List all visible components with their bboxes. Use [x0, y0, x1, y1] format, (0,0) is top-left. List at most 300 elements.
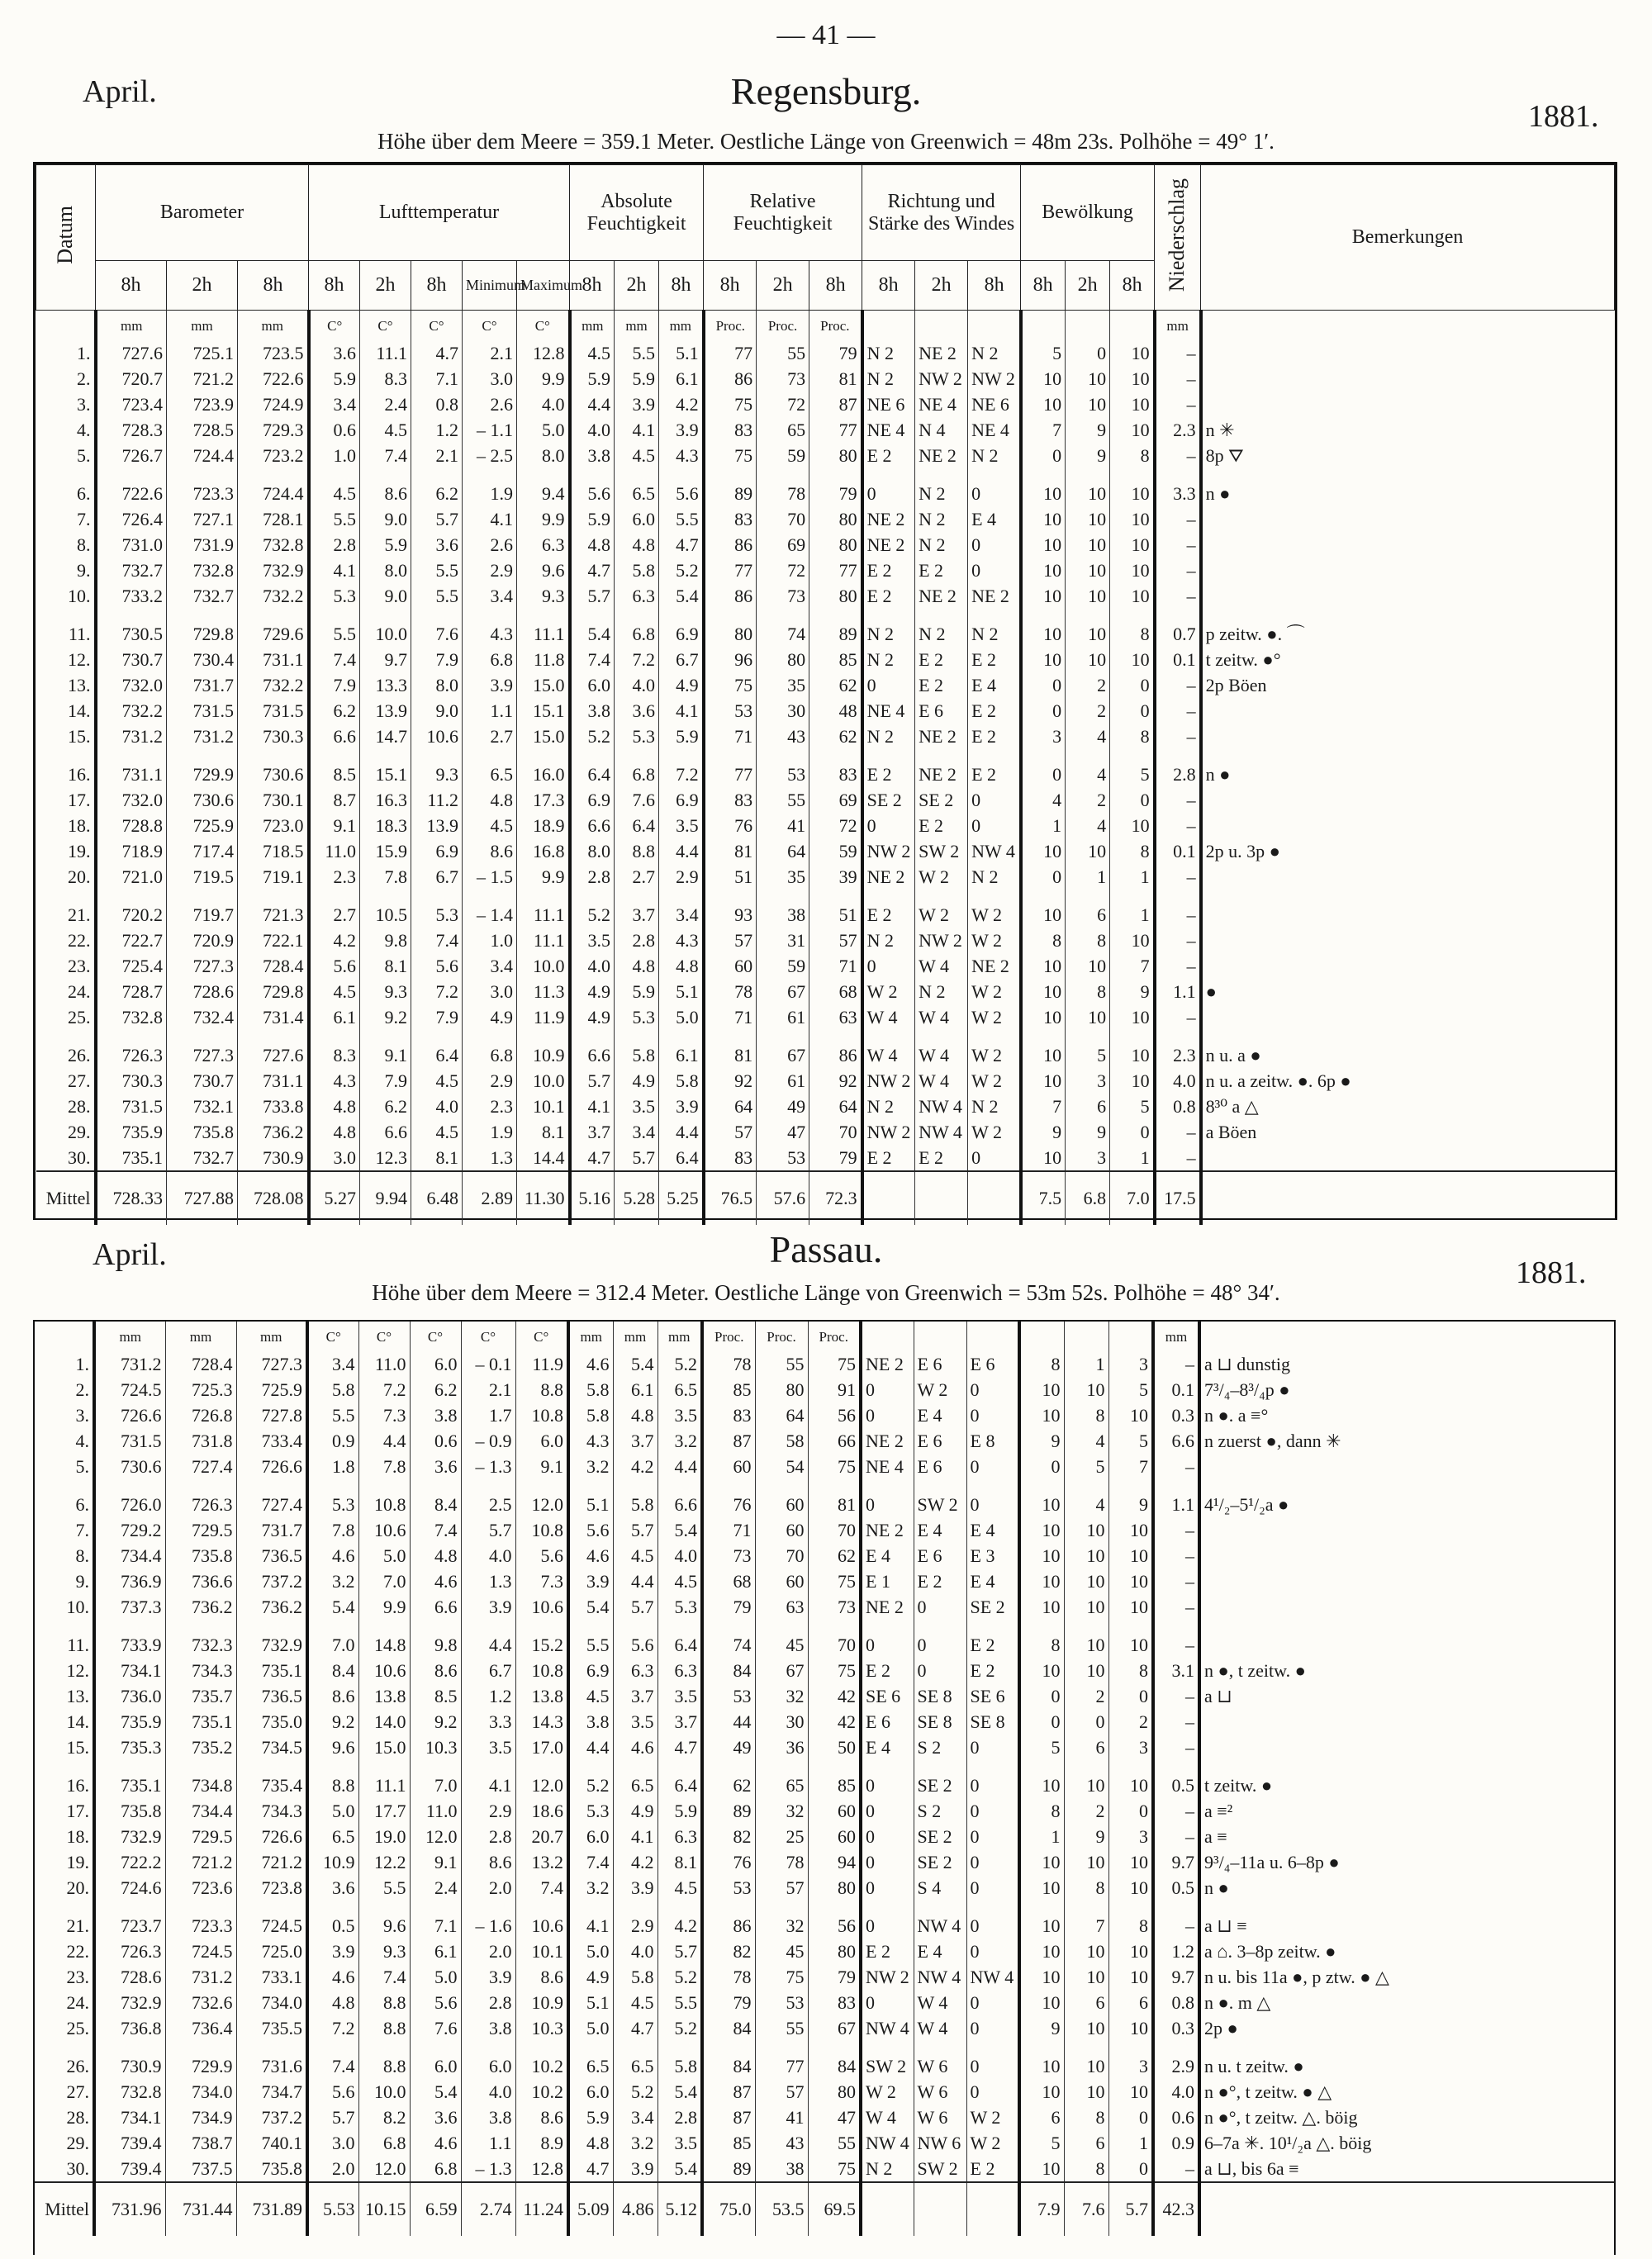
value-cell: 5.0 — [358, 1543, 410, 1568]
value-cell: 81 — [808, 1492, 861, 1517]
value-cell: 1.2 — [411, 417, 463, 443]
value-cell: E 6 — [915, 698, 968, 724]
spacer-cell — [1201, 1030, 1615, 1042]
spacer-cell — [1064, 1479, 1108, 1492]
spacer-cell — [861, 1760, 914, 1773]
value-cell: 0 — [966, 2053, 1019, 2079]
value-cell: 13.2 — [515, 1849, 568, 1875]
value-cell: – — [1153, 1709, 1199, 1735]
table-row — [35, 1658, 1614, 1683]
spacer-cell — [659, 890, 704, 902]
value-cell: W 2 — [968, 928, 1021, 953]
value-cell: 3.2 — [657, 1428, 702, 1454]
value-cell: 80 — [808, 2079, 861, 2105]
value-cell: 79 — [809, 1145, 862, 1171]
spacer-cell — [755, 1479, 808, 1492]
value-cell: E 8 — [966, 1428, 1019, 1454]
value-cell: 80 — [755, 1377, 808, 1402]
spacer-cell — [411, 749, 463, 762]
spacer-cell — [861, 1901, 914, 1913]
spacer-cell — [517, 749, 570, 762]
value-cell: 8 — [1021, 928, 1066, 953]
value-cell: 43 — [755, 2130, 808, 2156]
remark-cell: a ⊔ — [1199, 1683, 1614, 1709]
spacer-cell — [914, 1760, 966, 1773]
group-spacer — [35, 1901, 1614, 1913]
value-cell: NE 4 — [968, 417, 1021, 443]
value-cell: 10.1 — [517, 1094, 570, 1119]
value-cell: 721.2 — [167, 366, 238, 392]
value-cell: 728.5 — [167, 417, 238, 443]
value-cell: 5.1 — [568, 1492, 613, 1517]
spacer-cell — [96, 749, 167, 762]
value-cell: 64 — [757, 838, 809, 864]
date-cell: 9. — [77, 559, 91, 581]
value-cell: 1 — [1110, 902, 1155, 928]
value-cell: 4.5 — [570, 340, 615, 366]
value-cell: 5.9 — [659, 724, 704, 749]
value-cell: 6.0 — [568, 2079, 613, 2105]
unit-cell: mm — [613, 1322, 657, 1351]
table-row — [36, 583, 1615, 609]
value-cell: 6 — [1064, 1735, 1108, 1760]
date-cell: 3. — [75, 1404, 89, 1426]
value-cell: 737.2 — [236, 2105, 307, 2130]
value-cell: 5 — [1108, 1428, 1153, 1454]
unit-cell — [1019, 1322, 1064, 1351]
value-cell: 731.5 — [238, 698, 309, 724]
mittel-value — [914, 2182, 966, 2236]
value-cell: 5.7 — [411, 506, 463, 532]
regensburg-year: 1881. — [1528, 99, 1599, 134]
value-cell: 12.0 — [515, 1773, 568, 1798]
value-cell: 725.0 — [236, 1939, 307, 1964]
value-cell: 60 — [704, 953, 757, 979]
value-cell: 2.9 — [1153, 2053, 1199, 2079]
value-cell: 0 — [1064, 1709, 1108, 1735]
value-cell: 8 — [1019, 1798, 1064, 1824]
value-cell: NW 2 — [915, 366, 968, 392]
spacer-cell — [461, 1620, 515, 1632]
spacer-cell — [1110, 749, 1155, 762]
value-cell: – — [1153, 1568, 1199, 1594]
value-cell: 7.2 — [358, 1377, 410, 1402]
remark-cell: 6–7a ✳. 10¹/₂a △. böig — [1199, 2130, 1614, 2156]
spacer-cell — [238, 890, 309, 902]
value-cell: W 2 — [968, 1119, 1021, 1145]
spacer-cell — [96, 1030, 167, 1042]
spacer-cell — [167, 609, 238, 621]
value-cell: 731.2 — [167, 724, 238, 749]
value-cell: E 4 — [914, 1939, 966, 1964]
value-cell: 3.5 — [570, 928, 615, 953]
regensburg-station-title: Regensburg. — [730, 70, 922, 112]
value-cell: 7.4 — [307, 2053, 358, 2079]
remark-cell: n ● — [1201, 481, 1615, 506]
spacer-cell — [307, 1760, 358, 1773]
unit-cell — [1108, 1322, 1153, 1351]
spacer-cell — [966, 2041, 1019, 2053]
remark-cell — [1201, 392, 1615, 417]
value-cell: 8.5 — [309, 762, 360, 787]
value-cell: 6.0 — [461, 2053, 515, 2079]
value-cell: 13.9 — [411, 813, 463, 838]
value-cell: NW 4 — [968, 838, 1021, 864]
value-cell: 5.5 — [358, 1875, 410, 1901]
value-cell: 4.0 — [461, 2079, 515, 2105]
spacer-cell — [657, 1620, 702, 1632]
value-cell: 736.4 — [165, 2015, 236, 2041]
value-cell: 7.6 — [411, 621, 463, 647]
value-cell: E 6 — [914, 1428, 966, 1454]
value-cell: 735.1 — [94, 1773, 165, 1798]
value-cell: 76 — [702, 1849, 755, 1875]
value-cell: 731.1 — [238, 1068, 309, 1094]
value-cell: 11.8 — [517, 647, 570, 672]
value-cell: 53 — [757, 762, 809, 787]
value-cell: 726.6 — [236, 1824, 307, 1849]
value-cell: 1 — [1064, 1351, 1108, 1377]
value-cell: 64 — [809, 1094, 862, 1119]
value-cell: 2.0 — [461, 1939, 515, 1964]
value-cell: – — [1153, 2156, 1199, 2182]
value-cell: E 6 — [914, 1543, 966, 1568]
value-cell: 9.9 — [517, 506, 570, 532]
value-cell: 6.9 — [411, 838, 463, 864]
unit-cell: C° — [411, 311, 463, 341]
value-cell: 0 — [914, 1594, 966, 1620]
value-cell: 6.9 — [570, 787, 615, 813]
value-cell: 721.2 — [165, 1849, 236, 1875]
spacer-cell — [410, 2041, 461, 2053]
date-cell: 17. — [66, 1800, 89, 1821]
date-cell: 13. — [66, 1685, 89, 1706]
spacer-cell — [360, 609, 411, 621]
value-cell: 17.7 — [358, 1798, 410, 1824]
value-cell: – — [1155, 506, 1201, 532]
date-cell: 12. — [68, 648, 91, 670]
value-cell: 0.1 — [1155, 647, 1201, 672]
value-cell: 2.0 — [461, 1875, 515, 1901]
value-cell: 89 — [702, 1798, 755, 1824]
date-cell: 4. — [77, 419, 91, 440]
value-cell: 86 — [704, 532, 757, 558]
value-cell: 4.7 — [568, 2156, 613, 2182]
spacer-cell — [1021, 609, 1066, 621]
remark-cell: 9³/₄–11a u. 6–8p ● — [1199, 1849, 1614, 1875]
value-cell: 731.2 — [96, 724, 167, 749]
spacer-cell — [704, 749, 757, 762]
value-cell: NE 2 — [915, 724, 968, 749]
spacer-cell — [1110, 1030, 1155, 1042]
unit-cell: C° — [461, 1322, 515, 1351]
value-cell: 1 — [1066, 864, 1110, 890]
date-cell: 19. — [68, 840, 91, 861]
spacer-cell — [463, 468, 517, 481]
value-cell: 3.8 — [568, 1709, 613, 1735]
value-cell: 6.0 — [570, 672, 615, 698]
spacer-cell — [659, 609, 704, 621]
value-cell: 726.6 — [94, 1402, 165, 1428]
value-cell: 3.2 — [568, 1875, 613, 1901]
value-cell: 6.7 — [461, 1658, 515, 1683]
value-cell: 5.2 — [657, 1351, 702, 1377]
value-cell: 2.4 — [410, 1875, 461, 1901]
spacer-cell — [236, 1479, 307, 1492]
value-cell: 4.5 — [568, 1683, 613, 1709]
value-cell: NE 4 — [862, 417, 915, 443]
value-cell: 7.9 — [360, 1068, 411, 1094]
value-cell: 10 — [1021, 532, 1066, 558]
value-cell: 4.0 — [1153, 2079, 1199, 2105]
spacer-cell — [1064, 1620, 1108, 1632]
value-cell: 5.3 — [657, 1594, 702, 1620]
value-cell: 734.1 — [94, 2105, 165, 2130]
value-cell: 0 — [1066, 340, 1110, 366]
unit-cell: mm — [615, 311, 659, 341]
value-cell: NW 2 — [915, 928, 968, 953]
spacer-cell — [1199, 1760, 1614, 1773]
value-cell: W 2 — [915, 902, 968, 928]
value-cell: 4.7 — [613, 2015, 657, 2041]
value-cell: – 0.1 — [461, 1351, 515, 1377]
value-cell: 84 — [702, 2015, 755, 2041]
value-cell: 10 — [1110, 813, 1155, 838]
spacer-cell — [358, 1901, 410, 1913]
value-cell: 5.5 — [411, 583, 463, 609]
value-cell: 727.4 — [236, 1492, 307, 1517]
value-cell: 5.2 — [570, 902, 615, 928]
value-cell: 5.8 — [307, 1377, 358, 1402]
table-row — [35, 2053, 1614, 2079]
value-cell: 735.9 — [94, 1709, 165, 1735]
spacer-cell — [94, 1760, 165, 1773]
value-cell: 3 — [1108, 1735, 1153, 1760]
value-cell: E 3 — [966, 1543, 1019, 1568]
value-cell: 1 — [1110, 864, 1155, 890]
mittel-value — [915, 1171, 968, 1225]
value-cell: E 2 — [968, 724, 1021, 749]
value-cell: N 2 — [862, 621, 915, 647]
spacer-cell — [1155, 890, 1201, 902]
value-cell: 41 — [755, 2105, 808, 2130]
value-cell: 5.8 — [613, 1492, 657, 1517]
value-cell: NE 2 — [862, 864, 915, 890]
value-cell: 0.3 — [1153, 1402, 1199, 1428]
date-cell: 13. — [68, 674, 91, 695]
passau-year: 1881. — [1516, 1255, 1587, 1290]
spacer-cell — [659, 749, 704, 762]
value-cell: 0 — [966, 1939, 1019, 1964]
value-cell: 10 — [1021, 1068, 1066, 1094]
value-cell: 732.8 — [94, 2079, 165, 2105]
spacer-cell — [966, 1760, 1019, 1773]
value-cell: 723.6 — [165, 1875, 236, 1901]
value-cell: 735.0 — [236, 1709, 307, 1735]
value-cell: – — [1155, 392, 1201, 417]
value-cell: SW 2 — [914, 1492, 966, 1517]
value-cell: 5.2 — [570, 724, 615, 749]
value-cell: N 2 — [968, 621, 1021, 647]
spacer-cell — [165, 2041, 236, 2053]
value-cell: 65 — [757, 417, 809, 443]
value-cell: 5.1 — [568, 1990, 613, 2015]
date-cell: 16. — [68, 763, 91, 785]
value-cell: 6.1 — [410, 1939, 461, 1964]
value-cell: 4.7 — [411, 340, 463, 366]
value-cell: 4.1 — [659, 698, 704, 724]
spacer-cell — [307, 1620, 358, 1632]
value-cell: SE 2 — [914, 1773, 966, 1798]
spacer-cell — [570, 749, 615, 762]
spacer-cell — [702, 1479, 755, 1492]
value-cell: 4 — [1064, 1492, 1108, 1517]
mittel-value: 5.53 — [307, 2182, 358, 2236]
value-cell: 56 — [808, 1402, 861, 1428]
value-cell: 91 — [808, 1377, 861, 1402]
value-cell: 15.0 — [517, 724, 570, 749]
value-cell: 10.1 — [515, 1939, 568, 1964]
value-cell: 9 — [1019, 1428, 1064, 1454]
value-cell: 4.7 — [570, 558, 615, 583]
value-cell: 10 — [1066, 366, 1110, 392]
remark-cell — [1201, 953, 1615, 979]
spacer-cell — [515, 1479, 568, 1492]
value-cell: 8 — [1064, 1875, 1108, 1901]
value-cell: 77 — [704, 558, 757, 583]
value-cell: 78 — [704, 979, 757, 1004]
value-cell: E 2 — [915, 558, 968, 583]
value-cell: 6.3 — [517, 532, 570, 558]
value-cell: 5.4 — [568, 1594, 613, 1620]
spacer-cell — [463, 749, 517, 762]
spacer-cell — [808, 1901, 861, 1913]
value-cell: 10.6 — [411, 724, 463, 749]
value-cell: 55 — [757, 340, 809, 366]
value-cell: 11.1 — [358, 1773, 410, 1798]
value-cell: – — [1153, 1517, 1199, 1543]
header-datum: Datum — [36, 165, 96, 311]
spacer-cell — [96, 609, 167, 621]
value-cell: 734.7 — [236, 2079, 307, 2105]
value-cell: 5.9 — [570, 506, 615, 532]
value-cell: 3.2 — [568, 1454, 613, 1479]
value-cell: 8.1 — [411, 1145, 463, 1171]
value-cell: NE 2 — [968, 583, 1021, 609]
value-cell: E 2 — [862, 558, 915, 583]
value-cell: 9.9 — [358, 1594, 410, 1620]
remark-cell: n u. a zeitw. ●. 6p ● — [1201, 1068, 1615, 1094]
value-cell: 729.5 — [165, 1824, 236, 1849]
group-spacer — [36, 749, 1615, 762]
spacer-cell — [861, 2041, 914, 2053]
value-cell: E 2 — [968, 762, 1021, 787]
value-cell: 4.6 — [568, 1351, 613, 1377]
value-cell: 722.1 — [238, 928, 309, 953]
value-cell: NW 6 — [914, 2130, 966, 2156]
value-cell: 0.6 — [1153, 2105, 1199, 2130]
value-cell: 5.6 — [411, 953, 463, 979]
spacer-cell — [358, 1620, 410, 1632]
date-cell: 19. — [66, 1851, 89, 1872]
value-cell: 10 — [1108, 2015, 1153, 2041]
spacer-cell — [1201, 890, 1615, 902]
spacer-cell — [1021, 890, 1066, 902]
value-cell: 10 — [1021, 621, 1066, 647]
value-cell: 6.2 — [360, 1094, 411, 1119]
value-cell: N 2 — [862, 340, 915, 366]
spacer-cell — [463, 609, 517, 621]
group-spacer — [35, 1479, 1614, 1492]
value-cell: 93 — [704, 902, 757, 928]
spacer-cell — [517, 609, 570, 621]
value-cell: 0 — [1110, 787, 1155, 813]
mittel-value: 7.6 — [1064, 2182, 1108, 2236]
value-cell: E 2 — [861, 1939, 914, 1964]
remark-cell: t zeitw. ● — [1199, 1773, 1614, 1798]
value-cell: 86 — [704, 366, 757, 392]
value-cell: 11.9 — [517, 1004, 570, 1030]
value-cell: 735.8 — [165, 1543, 236, 1568]
table-row — [35, 1517, 1614, 1543]
value-cell: 8.6 — [307, 1683, 358, 1709]
value-cell: 6.6 — [309, 724, 360, 749]
value-cell: 6.4 — [615, 813, 659, 838]
value-cell: 7.4 — [358, 1964, 410, 1990]
value-cell: 85 — [808, 1773, 861, 1798]
remark-cell: a Böen — [1201, 1119, 1615, 1145]
value-cell: 4.1 — [309, 558, 360, 583]
date-cell: 4. — [75, 1430, 89, 1451]
value-cell: 5.8 — [615, 1042, 659, 1068]
value-cell: 4.0 — [1155, 1068, 1201, 1094]
value-cell: 10 — [1066, 583, 1110, 609]
spacer-cell — [808, 1479, 861, 1492]
value-cell: 5.4 — [613, 1351, 657, 1377]
value-cell: 79 — [702, 1990, 755, 2015]
remark-cell: a ⊔, bis 6a ≡ — [1199, 2156, 1614, 2182]
value-cell: 10.2 — [515, 2079, 568, 2105]
spacer-cell — [757, 468, 809, 481]
spacer-cell — [757, 749, 809, 762]
mittel-value: 75.0 — [702, 2182, 755, 2236]
value-cell: 0.5 — [307, 1913, 358, 1939]
value-cell: 10 — [1066, 506, 1110, 532]
value-cell: 728.6 — [167, 979, 238, 1004]
value-cell: 1.0 — [309, 443, 360, 468]
value-cell: 3.5 — [657, 2130, 702, 2156]
spacer-cell — [570, 890, 615, 902]
value-cell: – 1.4 — [463, 902, 517, 928]
spacer-cell — [1153, 1760, 1199, 1773]
value-cell: 10 — [1021, 838, 1066, 864]
value-cell: – — [1153, 1824, 1199, 1849]
value-cell: 730.1 — [238, 787, 309, 813]
value-cell: – 1.1 — [463, 417, 517, 443]
value-cell: 8 — [1064, 2156, 1108, 2182]
value-cell: 10 — [1019, 1492, 1064, 1517]
value-cell: 730.3 — [238, 724, 309, 749]
spacer-cell — [35, 2041, 94, 2053]
spacer-cell — [615, 890, 659, 902]
mittel-value: 9.94 — [360, 1171, 411, 1225]
value-cell: 11.1 — [360, 340, 411, 366]
value-cell: 4.2 — [309, 928, 360, 953]
value-cell: 5.2 — [659, 558, 704, 583]
value-cell: 730.9 — [94, 2053, 165, 2079]
remark-cell: 2p ● — [1199, 2015, 1614, 2041]
value-cell: 3.8 — [410, 1402, 461, 1428]
